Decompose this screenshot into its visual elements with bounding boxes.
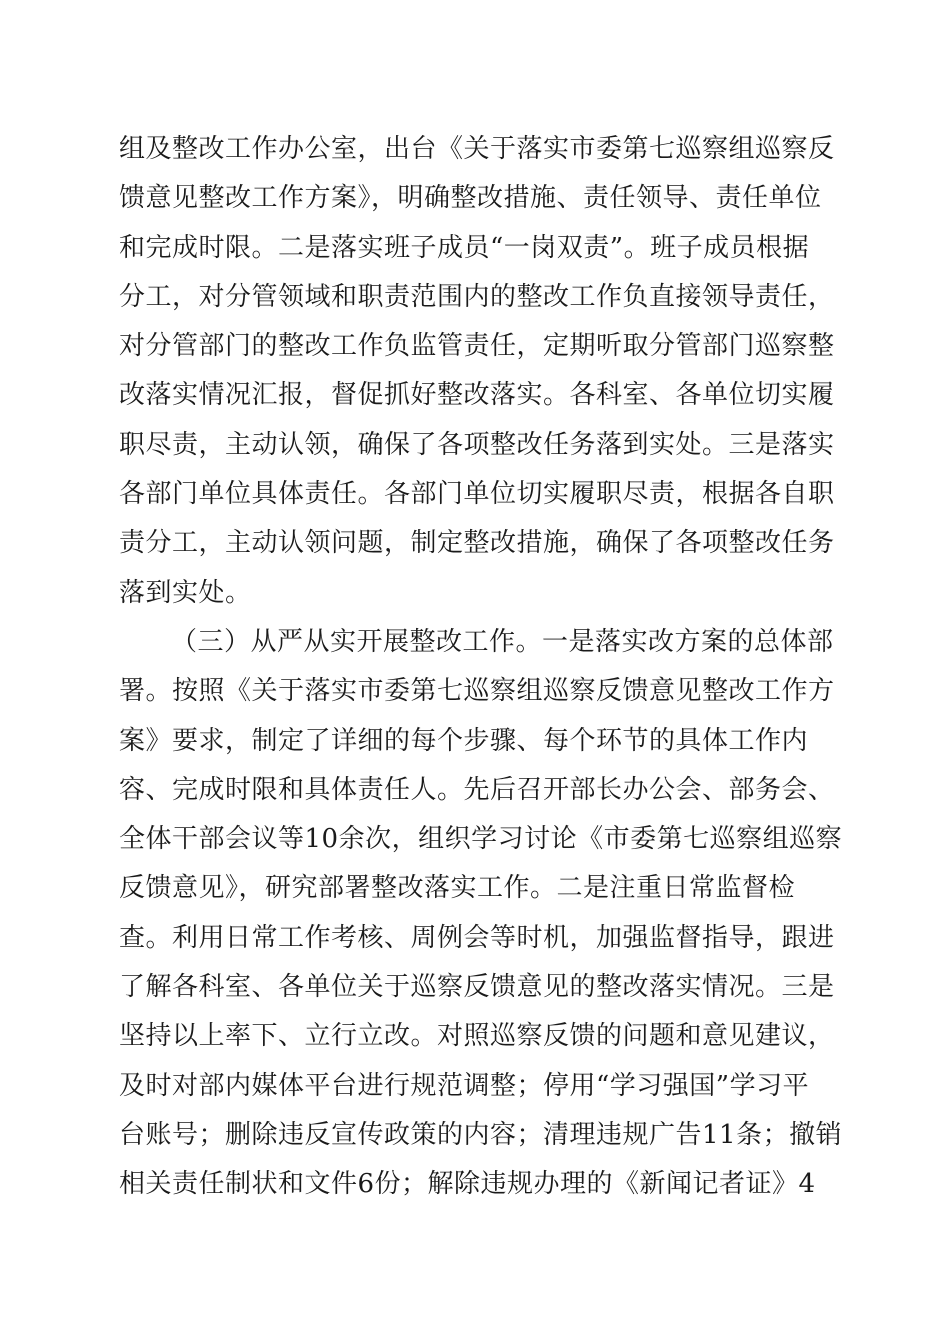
text-line: 和完成时限。二是落实班子成员“一岗双责”。班子成员根据 — [119, 232, 810, 263]
text-line: 及时对部内媒体平台进行规范调整；停用“学习强国”学习平 — [119, 1070, 810, 1101]
text-line: 职尽责，主动认领，确保了各项整改任务落到实处。三是落实 — [119, 429, 835, 460]
text-line: 馈意见整改工作方案》，明确整改措施、责任领导、责任单位 — [119, 183, 822, 214]
text-line: 反馈意见》，研究部署整改落实工作。二是注重日常监督检 — [119, 873, 796, 904]
text-line: 查。利用日常工作考核、周例会等时机，加强监督指导，跟进 — [119, 922, 835, 953]
text-line: 容、完成时限和具体责任人。先后召开部长办公会、部务会、 — [119, 774, 835, 805]
text-line: 署。按照《关于落实市委第七巡察组巡察反馈意见整改工作方 — [119, 676, 835, 707]
text-line: 台账号；删除违反宣传政策的内容；清理违规广告11条；撤销 — [119, 1119, 843, 1150]
text-line: 分工，对分管领域和职责范围内的整改工作负直接领导责任， — [119, 281, 835, 312]
text-line: 组及整改工作办公室，出台《关于落实市委第七巡察组巡察反 — [119, 134, 835, 164]
text-line: 全体干部会议等10余次，组织学习讨论《市委第七巡察组巡察 — [119, 824, 843, 855]
text-line: 改落实情况汇报，督促抓好整改落实。各科室、各单位切实履 — [119, 380, 835, 411]
text-line: 相关责任制状和文件6份；解除违规办理的《新闻记者证》4 — [119, 1169, 816, 1200]
section-heading-line: （三）从严从实开展整改工作。一是落实改方案的总体部 — [171, 626, 834, 657]
text-line: 对分管部门的整改工作负监管责任，定期听取分管部门巡察整 — [119, 331, 835, 362]
text-line: 责分工，主动认领问题，制定整改措施，确保了各项整改任务 — [119, 528, 835, 559]
text-line: 了解各科室、各单位关于巡察反馈意见的整改落实情况。三是 — [119, 972, 835, 1003]
text-line: 案》要求，制定了详细的每个步骤、每个环节的具体工作内 — [119, 725, 809, 756]
text-line: 坚持以上率下、立行立改。对照巡察反馈的问题和意见建议， — [119, 1021, 835, 1052]
text-line: 落到实处。 — [119, 577, 252, 608]
text-line: 各部门单位具体责任。各部门单位切实履职尽责，根据各自职 — [119, 479, 835, 510]
body-text — [119, 125, 843, 1210]
